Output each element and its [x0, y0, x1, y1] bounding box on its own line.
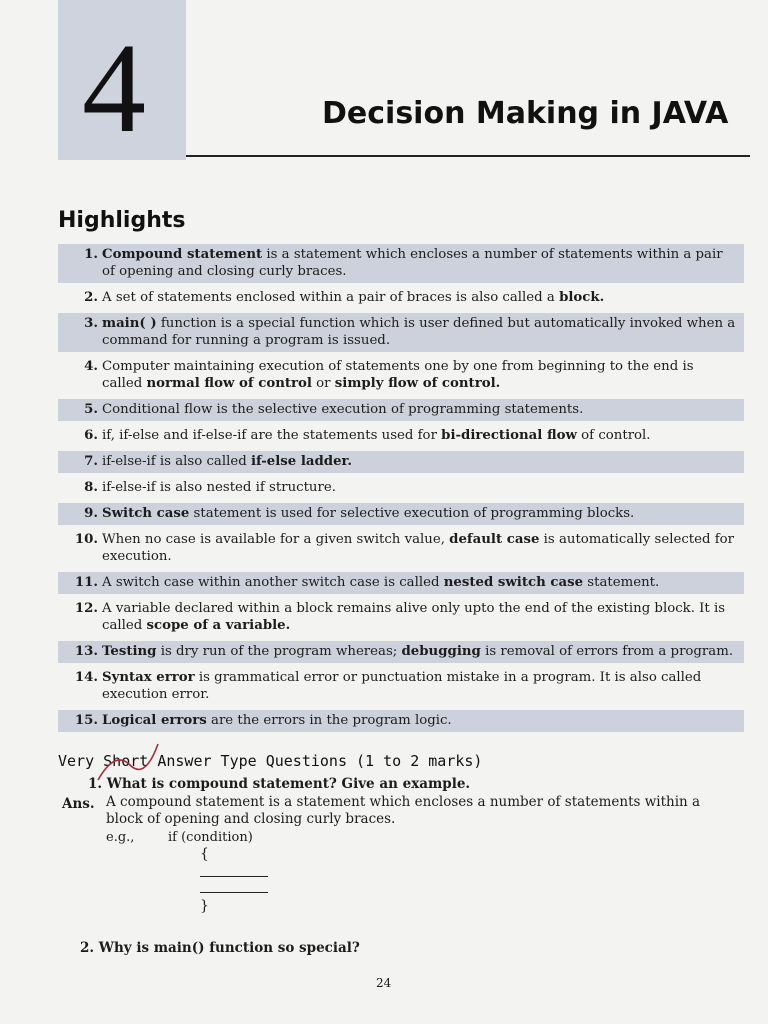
highlight-segment: is automatically selected for execution.	[102, 532, 735, 564]
highlight-segment: is removal of errors from a program.	[480, 644, 734, 659]
highlight-item	[58, 313, 744, 352]
highlight-term: Testing	[102, 644, 157, 659]
highlight-segment: function is a special function which is user defined but automatically invoked when a command for running a program is issued.	[102, 316, 736, 348]
highlight-term: default case	[449, 532, 540, 547]
highlight-segment: A variable declared within a block remains alive only upto the end of the existing block. It is called	[102, 601, 726, 633]
highlight-segment: if-else-if is also nested if structure.	[102, 480, 336, 495]
highlight-item	[58, 477, 744, 499]
highlight-segment: A switch case within another switch case is called	[102, 575, 444, 590]
highlight-item	[58, 399, 744, 421]
highlight-segment: or	[311, 376, 335, 391]
highlight-number: 4.	[84, 359, 98, 374]
highlight-segment: statement.	[583, 575, 660, 590]
highlight-term: Syntax error	[102, 670, 195, 685]
highlight-segment: is a statement which encloses a number of statements within a pair of opening and closing curly braces.	[102, 247, 723, 279]
highlight-term: if-else ladder.	[250, 454, 352, 469]
highlight-item	[58, 667, 744, 706]
highlight-number: 12.	[74, 601, 98, 616]
highlight-text	[102, 401, 738, 418]
highlight-number: 11.	[74, 575, 98, 590]
highlight-text	[102, 600, 738, 634]
highlight-segment: is grammatical error or punctuation mistake in a program. It is also called execution error.	[102, 670, 702, 702]
vsa-heading: Very Short Answer Type Questions (1 to 2 marks)	[58, 752, 483, 770]
highlight-item	[58, 598, 744, 637]
highlight-text	[102, 289, 738, 306]
highlight-term: main( )	[102, 316, 157, 331]
highlight-term: debugging	[401, 644, 481, 659]
highlight-term: scope of a variable.	[146, 618, 291, 633]
highlight-number: 5.	[84, 402, 98, 417]
highlight-text	[102, 574, 738, 591]
example-label: e.g.,	[106, 830, 135, 845]
highlight-text	[102, 643, 738, 660]
highlight-item	[58, 572, 744, 594]
highlight-number: 8.	[84, 480, 98, 495]
highlight-term: simply flow of control.	[334, 376, 501, 391]
highlight-segment: When no case is available for a given switch value,	[102, 532, 450, 547]
highlight-text	[102, 479, 738, 496]
highlight-segment: statement is used for selective execution of programming blocks.	[189, 506, 635, 521]
highlight-text	[102, 505, 738, 522]
highlight-number: 10.	[74, 532, 98, 547]
highlight-number: 2.	[84, 290, 98, 305]
highlight-term: nested switch case	[443, 575, 584, 590]
highlight-term: block.	[559, 290, 605, 305]
highlight-term: Compound statement	[102, 247, 263, 262]
highlight-segment: if, if-else and if-else-if are the statements used for	[102, 428, 442, 443]
open-brace: {	[200, 846, 209, 862]
highlight-number: 9.	[84, 506, 98, 521]
highlight-segment: Computer maintaining execution of statements one by one from beginning to the end is called	[102, 359, 694, 391]
highlight-term: Logical errors	[102, 713, 207, 728]
highlight-term: normal flow of control	[146, 376, 312, 391]
page-number: 24	[376, 976, 392, 990]
highlight-item	[58, 451, 744, 473]
blank-line-2	[200, 892, 268, 893]
highlight-text	[102, 427, 738, 444]
question-2: 2. Why is main() function so special?	[80, 940, 360, 956]
chapter-number: 4	[82, 17, 146, 159]
highlight-item	[58, 356, 744, 395]
chapter-number-box	[58, 0, 186, 160]
highlight-number: 7.	[84, 454, 98, 469]
highlight-item	[58, 425, 744, 447]
highlight-segment: Conditional flow is the selective execution of programming statements.	[102, 402, 584, 417]
highlight-text	[102, 712, 738, 729]
highlight-item	[58, 287, 744, 309]
highlight-text	[102, 453, 738, 470]
highlight-number: 1.	[84, 247, 98, 262]
highlight-item	[58, 244, 744, 283]
highlight-text	[102, 531, 738, 565]
highlights-list	[58, 244, 744, 736]
highlight-term: bi-directional flow	[441, 428, 577, 443]
close-brace: }	[200, 898, 209, 914]
highlight-segment: of control.	[576, 428, 651, 443]
highlight-item	[58, 503, 744, 525]
blank-line-1	[200, 876, 268, 877]
highlight-segment: are the errors in the program logic.	[206, 713, 452, 728]
highlight-item	[58, 641, 744, 663]
highlight-item	[58, 710, 744, 732]
question-1: 1. What is compound statement? Give an example.	[88, 776, 471, 792]
highlight-number: 3.	[84, 316, 98, 331]
highlight-number: 6.	[84, 428, 98, 443]
highlights-heading: Highlights	[58, 208, 186, 233]
highlight-text	[102, 669, 738, 703]
highlight-segment: is dry run of the program whereas;	[156, 644, 402, 659]
highlight-term: Switch case	[102, 506, 190, 521]
highlight-text	[102, 315, 738, 349]
highlight-number: 13.	[74, 644, 98, 659]
highlight-text	[102, 246, 738, 280]
highlight-segment: A set of statements enclosed within a pair of braces is also called a	[102, 290, 560, 305]
highlight-text	[102, 358, 738, 392]
highlight-item	[58, 529, 744, 568]
highlight-number: 14.	[74, 670, 98, 685]
highlight-segment: if-else-if is also called	[102, 454, 251, 469]
highlight-number: 15.	[74, 713, 98, 728]
answer-1-text: A compound statement is a statement which encloses a number of statements within a block of opening and closing curly braces.	[106, 794, 701, 827]
example-code: if (condition)	[168, 830, 253, 845]
chapter-title: Decision Making in JAVA	[322, 96, 729, 131]
answer-label: Ans.	[62, 796, 95, 812]
title-rule	[186, 155, 750, 157]
